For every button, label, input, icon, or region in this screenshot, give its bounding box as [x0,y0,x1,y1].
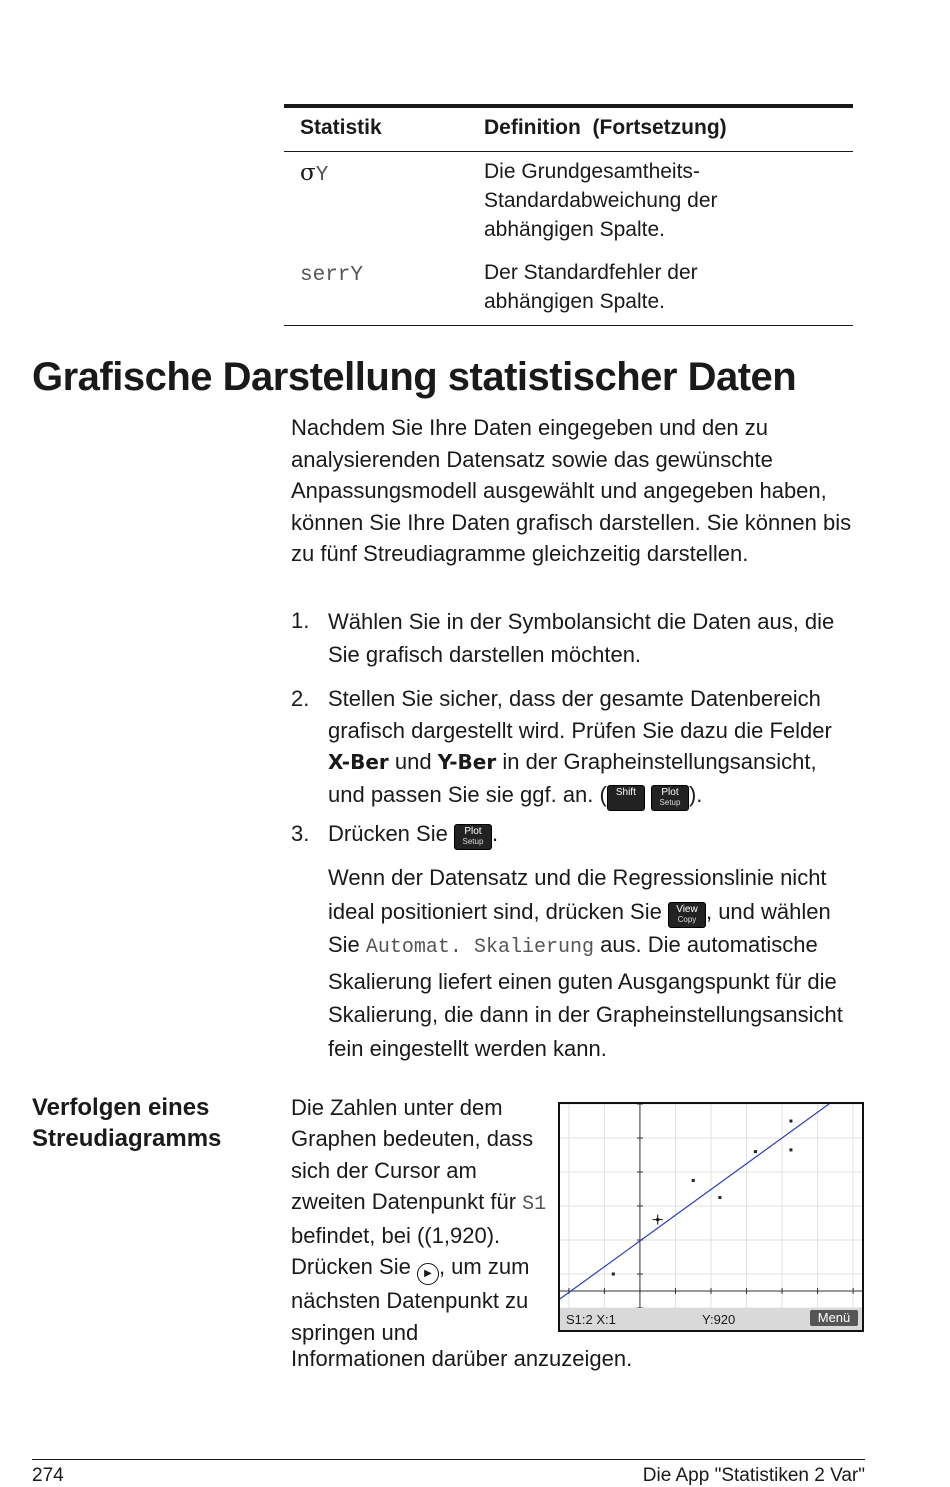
status-bar [560,1308,862,1330]
table-top-rule [284,104,853,108]
table-header-definition: Definition (Fortsetzung) [484,116,727,139]
data-point [789,1148,792,1151]
shift-key-icon: Shift [607,785,645,811]
table-row-definition: Die Grundgesamtheits- Standardabweichung der abhängigen Spalte. [484,160,718,241]
cursor-position: S1:2 X:1 [566,1312,616,1327]
footer-rule [32,1459,865,1460]
data-points [612,1120,793,1276]
data-point [754,1150,757,1153]
view-key-icon: View Copy [668,902,706,928]
menu-option-autoscale: Automat. Skalierung [365,936,594,959]
step-3-detail: Wenn der Datensatz und die Regressionslinie nicht ideal positioniert sind, drücken Sie View Copy , und wählen Sie Automat. Skalierung aus. Die automatische Skalierung liefert einen guten Ausgangspunkt für die Skalierung, die dann in der Grapheinstellungsansicht fein eingestellt werden kann. [328,865,843,1061]
field-x-ber: X-Ber [328,750,389,774]
data-point [692,1179,695,1182]
data-point [718,1196,721,1199]
intro-paragraph: Nachdem Sie Ihre Daten eingegeben und den zu analysierenden Datensatz sowie das gewünschte Anpassungsmodell ausgewählt und angegeben haben, können Sie Ihre Daten grafisch darstellen. Sie können bis zu fünf Streudiagramme gleichzeitig darstellen. [291,415,852,566]
plot-key-icon: Plot Setup [454,824,492,850]
data-point [612,1273,615,1276]
table-header-rule [284,151,853,152]
right-arrow-key-icon: ▶ [417,1263,439,1285]
scatter-plot [560,1104,862,1308]
calculator-screen [558,1102,864,1332]
trace-paragraph: Die Zahlen unter dem Graphen bedeuten, dass sich der Cursor am zweiten Datenpunkt für S1 befindet, bei ((1,920). Drücken Sie ▶ , um zum nächsten Datenpunkt zu springen und [291,1095,547,1345]
table-header-statistik: Statistik [300,116,382,139]
plot-setup-key-icon: Plot Setup [651,785,689,811]
page-number: 274 [32,1465,64,1486]
plot-grid [560,1104,862,1308]
table-row-stat: σY [300,160,329,187]
footer-title: Die App "Statistiken 2 Var" [642,1465,865,1486]
field-y-ber: Y-Ber [437,750,497,774]
table-bottom-rule [284,325,853,326]
data-point [789,1120,792,1123]
section-heading: Grafische Darstellung statistischer Daten [32,355,797,399]
table-row-stat: serrY [300,264,364,287]
menu-button[interactable]: Menü [810,1310,858,1326]
subsection-heading: Verfolgen eines Streudiagramms [32,1094,222,1152]
cursor-y-value: Y:920 [702,1312,736,1327]
table-row-definition: Der Standardfehler der abhängigen Spalte. [484,261,698,313]
trace-paragraph-end: Informationen darüber anzuzeigen. [291,1346,633,1371]
